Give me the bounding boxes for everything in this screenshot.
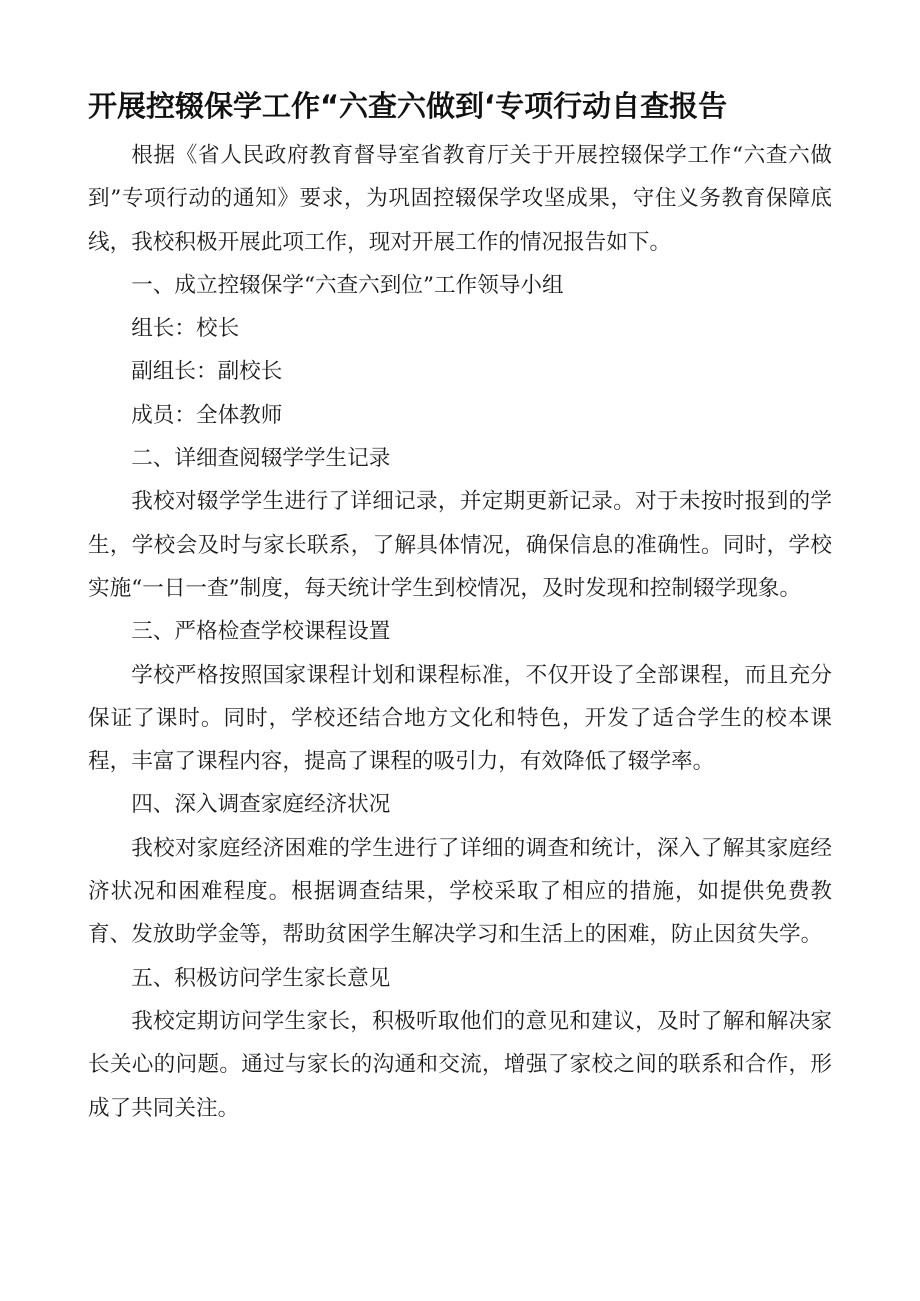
document-body <box>88 134 832 1130</box>
intro-paragraph: 根据《省人民政府教育督导室省教育厅关于开展控辍保学工作“六查六做到”专项行动的通知》要求，为巩固控辍保学攻坚成果，守住义务教育保障底线，我校积极开展此项工作，现对开展工作的情况报告如下。 <box>88 143 832 255</box>
section-2-heading: 二、详细查阅辍学学生记录 <box>131 446 391 472</box>
section-2-body: 我校对辍学学生进行了详细记录，并定期更新记录。对于未按时报到的学生，学校会及时与家长联系，了解具体情况，确保信息的准确性。同时，学校实施“一日一查”制度，每天统计学生到校情况，及时发现和控制辍学现象。 <box>88 489 832 601</box>
section-4-heading: 四、深入调查家庭经济状况 <box>131 792 391 818</box>
section-5-body: 我校定期访问学生家长，积极听取他们的意见和建议，及时了解和解决家长关心的问题。通过与家长的沟通和交流，增强了家校之间的联系和合作，形成了共同关注。 <box>88 1008 832 1121</box>
members-line: 成员：全体教师 <box>131 402 283 428</box>
section-3-body: 学校严格按照国家课程计划和课程标准，不仅开设了全部课程，而且充分保证了课时。同时，学校还结合地方文化和特色，开发了适合学生的校本课程，丰富了课程内容，提高了课程的吸引力，有效降低了辍学率。 <box>88 662 832 775</box>
section-4-body: 我校对家庭经济困难的学生进行了详细的调查和统计，深入了解其家庭经济状况和困难程度。根据调查结果，学校采取了相应的措施，如提供免费教育、发放助学金等，帮助贫困学生解决学习和生活上的困难，防止因贫失学。 <box>88 835 832 948</box>
deputy-leader-line: 副组长：副校长 <box>131 359 283 385</box>
section-1-heading: 一、成立控辍保学“六查六到位”工作领导小组 <box>131 272 564 298</box>
section-3-heading: 三、严格检查学校课程设置 <box>131 619 391 645</box>
leader-line: 组长：校长 <box>131 316 240 342</box>
section-5-heading: 五、积极访问学生家长意见 <box>131 965 391 991</box>
document-title: 开展控辍保学工作“六查六做到‘专项行动自查报告 <box>88 89 728 123</box>
